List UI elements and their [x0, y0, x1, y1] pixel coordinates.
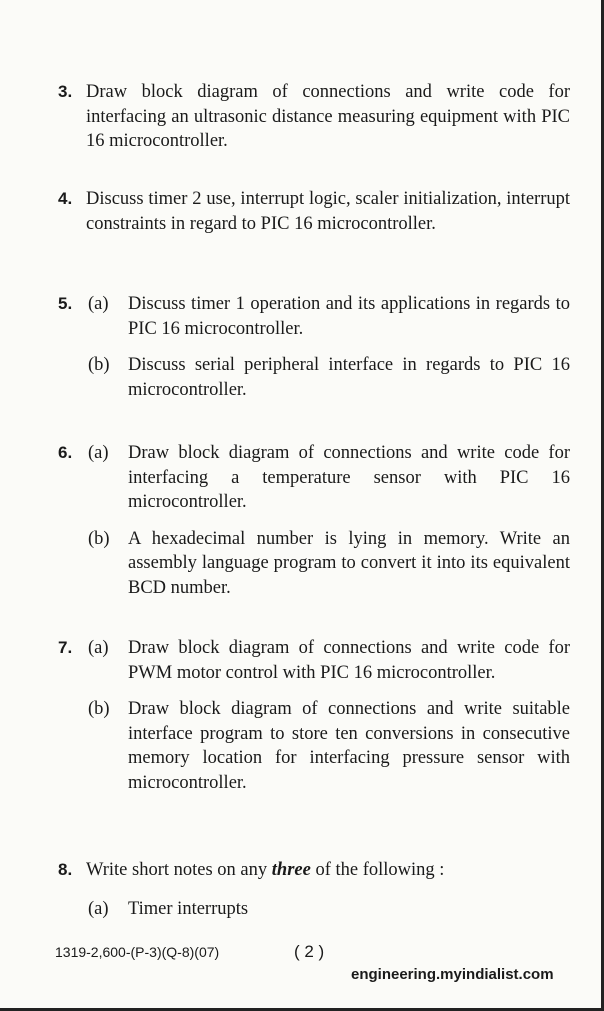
question-3: [58, 80, 570, 154]
source-watermark: engineering.myindialist.com: [351, 966, 554, 983]
part-text: Discuss serial peripheral interface in regards to PIC 16 microcontroller.: [128, 355, 570, 400]
question-part: [88, 636, 570, 685]
page-number: ( 2 ): [294, 942, 325, 961]
part-label: (a): [88, 638, 109, 658]
question-part: [88, 353, 570, 402]
question-number: 5.: [58, 294, 73, 313]
question-4: [58, 187, 570, 236]
question-number: 4.: [58, 189, 73, 208]
part-label: (b): [88, 528, 110, 549]
question-text: [86, 858, 570, 883]
question-8: [58, 858, 570, 921]
paper-code: 1319-2,600-(P-3)(Q-8)(07): [55, 944, 220, 960]
question-part: [88, 527, 570, 601]
question-number: 7.: [58, 638, 73, 657]
part-text: Timer interrupts: [128, 898, 249, 919]
question-7: [58, 636, 570, 795]
question-6: [58, 441, 570, 600]
part-text: Draw block diagram of connections and write code for interfacing a temperature sensor with PIC 16 microcontroller.: [128, 443, 570, 512]
part-text: A hexadecimal number is lying in memory. Write an assembly language program to convert it into its equivalent BCD number.: [128, 528, 570, 598]
question-number: 8.: [58, 860, 73, 879]
part-label: (a): [88, 898, 109, 919]
question-part: [88, 292, 570, 341]
part-text: Draw block diagram of connections and write suitable interface program to store ten conversions in consecutive memory location for interfacing pressure sensor with microcontroller.: [128, 699, 570, 793]
part-label: (a): [88, 443, 109, 463]
question-5: [58, 292, 570, 402]
question-text-end: of the following :: [310, 860, 445, 880]
question-text-start: Write short notes on any: [86, 860, 272, 880]
question-part: [88, 897, 570, 922]
question-part: [88, 441, 570, 515]
question-part: [88, 697, 570, 795]
part-text: Draw block diagram of connections and write code for PWM motor control with PIC 16 microcontroller.: [128, 638, 570, 683]
part-text: Discuss timer 1 operation and its applications in regards to PIC 16 microcontroller.: [128, 294, 570, 339]
question-text-emphasis: three: [271, 860, 311, 880]
part-label: (b): [88, 699, 110, 719]
question-text: Draw block diagram of connections and write code for interfacing an ultrasonic distance measuring equipment with PIC 16 microcontroller.: [86, 82, 570, 151]
question-text: Discuss timer 2 use, interrupt logic, scaler initialization, interrupt constraints in regard to PIC 16 microcontroller.: [86, 189, 570, 234]
part-label: (a): [88, 294, 109, 314]
question-number: 6.: [58, 443, 73, 462]
part-label: (b): [88, 355, 110, 375]
question-number: 3.: [58, 82, 73, 101]
